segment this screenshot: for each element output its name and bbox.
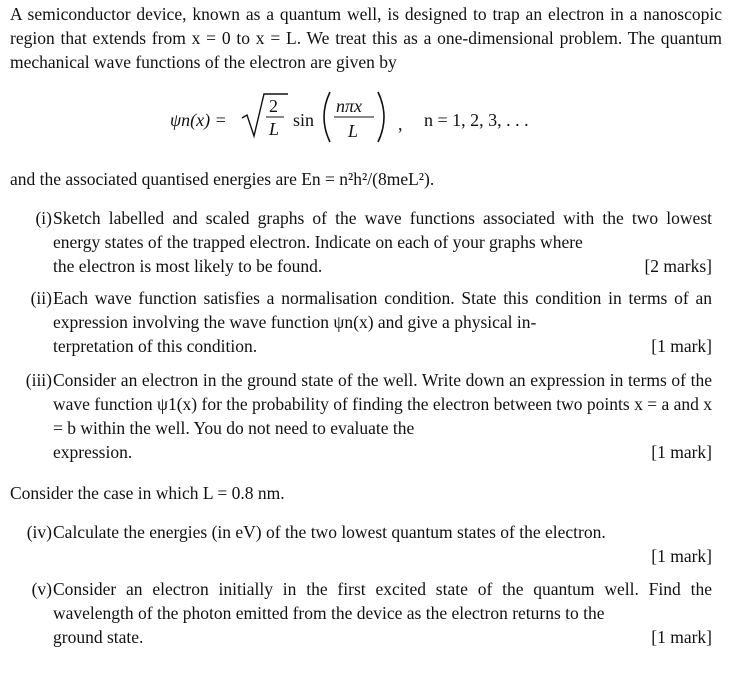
- question-text: Consider an electron initially in the first excited state of the quantum well. Find the wavelength of the photon emitted from the device as the electron returns to the: [53, 579, 712, 623]
- eq-lhs: ψn(x) =: [170, 110, 227, 130]
- question-text: Calculate the energies (in eV) of the two lowest quantum states of the electron.: [53, 522, 606, 542]
- question-number: (iv): [26, 522, 52, 542]
- question-marks: [1 mark]: [651, 336, 712, 356]
- question-marks: [1 mark]: [651, 546, 712, 566]
- question-marks: [2 marks]: [644, 256, 712, 276]
- eq-sqrt-numerator: 2: [269, 96, 278, 116]
- question-last-line: the electron is most likely to be found.: [53, 256, 323, 276]
- wavefunction-equation: [170, 80, 590, 162]
- energy-sentence: and the associated quantised energies are En = n²h²/(8meL²).: [10, 169, 435, 189]
- question-text: Each wave function satisfies a normalisation condition. State this condition in terms of an expression involving the wave function ψn(x) and give a physical in-: [53, 288, 712, 332]
- eq-arg-denominator: L: [348, 121, 359, 141]
- question-number: (i): [35, 208, 52, 228]
- question-last-line: terpretation of this condition.: [53, 336, 258, 356]
- question-last-line: ground state.: [53, 627, 144, 647]
- question-number: (v): [31, 579, 52, 599]
- question-marks: [1 mark]: [651, 627, 712, 647]
- question-number: (ii): [30, 288, 52, 308]
- eq-comma: ,: [398, 114, 403, 134]
- eq-arg-numerator: nπx: [336, 96, 363, 116]
- question-iii: [10, 368, 712, 464]
- question-i: [10, 206, 712, 278]
- eq-sin: sin: [293, 110, 315, 130]
- eq-sqrt-denominator: L: [269, 119, 280, 139]
- intro-paragraph: A semiconductor device, known as a quantum well, is designed to trap an electron in a nanoscopic region that extends from x = 0 to x = L. We treat this as a one-dimensional problem. The quantum mechanical wave functions of the electron are given by: [10, 4, 722, 72]
- question-number: (iii): [25, 370, 52, 390]
- question-last-line: expression.: [53, 442, 133, 462]
- question-marks: [1 mark]: [651, 442, 712, 462]
- question-v: [10, 577, 712, 649]
- question-text: Sketch labelled and scaled graphs of the wave functions associated with the two lowest energy states of the trapped electron. Indicate on each of your graphs where: [53, 208, 712, 252]
- question-text: Consider an electron in the ground state of the well. Write down an expression in terms of the wave function ψ1(x) for the probability of finding the electron between two points x = a and x = b within the well. You do not need to evaluate the: [53, 370, 712, 438]
- question-ii: [10, 286, 712, 358]
- question-iv: [10, 520, 712, 568]
- consider-sentence: Consider the case in which L = 0.8 nm.: [10, 483, 285, 503]
- eq-condition: n = 1, 2, 3, . . .: [424, 110, 529, 130]
